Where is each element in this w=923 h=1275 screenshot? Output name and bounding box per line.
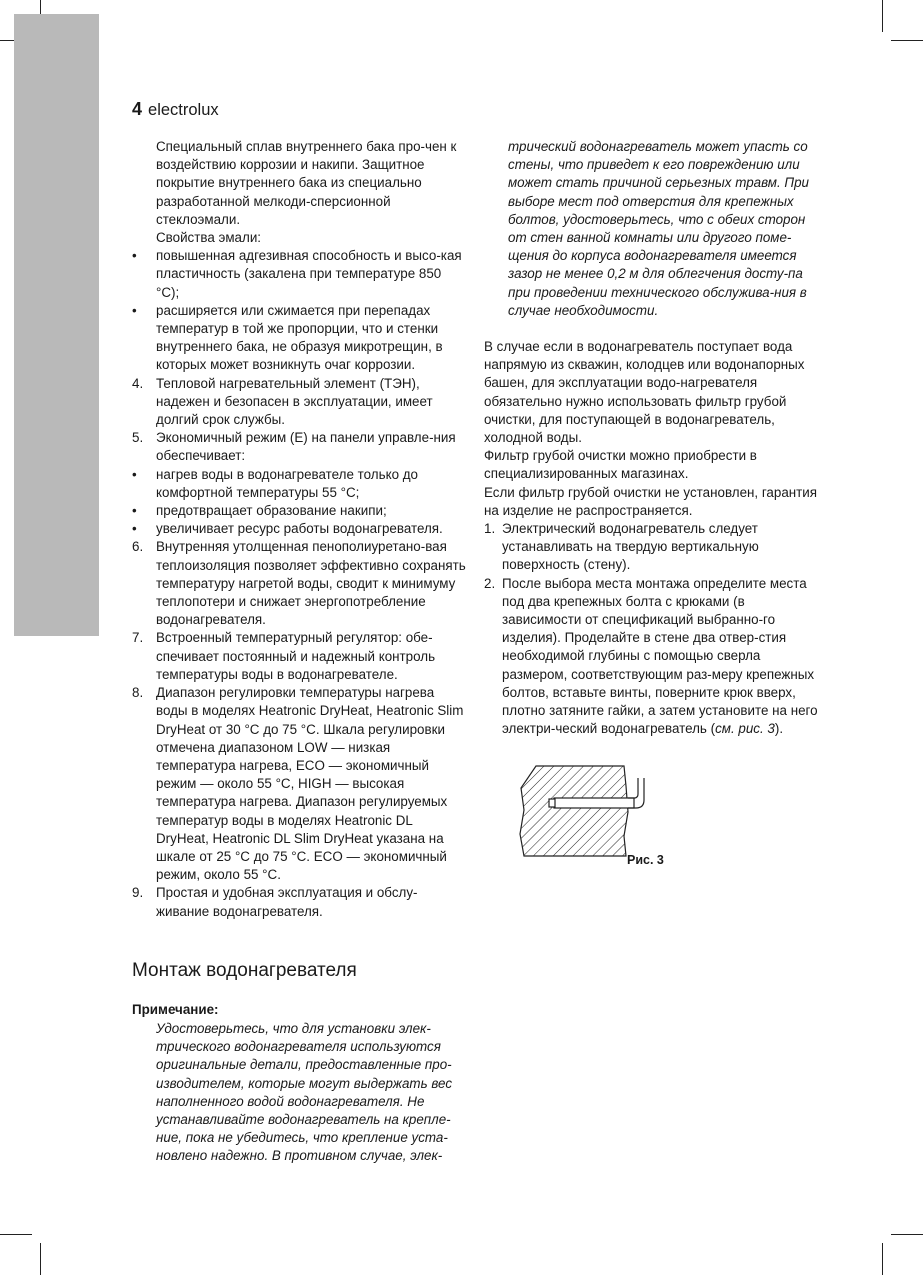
list-item-text: Диапазон регулировки температуры нагрева воды в моделях Heatronic DryHeat, Heatronic Slim DryHeat от 30 °С до 75 °С. Шкала регулировки отмечена диапазоном LOW — низкая температура нагрева, ECO — экономичный режим — около 55 °С, HIGH — высокая температура нагрева. Диапазон регулируемых температур воды в моделях Heatronic DL DryHeat, Heatronic DL Slim DryHeat указана на шкале от 25 °С до 75 °С. ECO — экономичный режим, около 55 °С.: [156, 685, 464, 883]
paragraph: Фильтр грубой очистки можно приобрести в специализированных магазинах.: [484, 448, 757, 482]
step-marker: 2.: [484, 575, 496, 591]
wall-section: [520, 766, 628, 856]
figure-caption: Рис. 3: [627, 853, 664, 867]
list-item-text: повышенная адгезивная способность и высо-кая пластичность (закалена при температуре 850 °С);: [156, 248, 462, 300]
page-number: 4: [132, 99, 143, 119]
list-marker: •: [132, 302, 137, 318]
note-continuation: трический водонагреватель может упасть со стены, что приведет к его повреждению или может стать причиной серьезных травм. При выборе мест под отверстия для крепежных болтов, удостоверьтесь, что с обеих сторон от стен ванной комнаты или другого поме-щения до корпуса водонагревателя имеется зазор не менее 0,2 м для облегчения досту-па при проведении технического обслужива-ния в случае необходимости.: [508, 139, 810, 318]
note-label: Примечание:: [132, 1002, 219, 1017]
left-column: [132, 138, 467, 921]
list-marker: •: [132, 521, 137, 537]
list-item: [132, 375, 467, 430]
crop-mark: [891, 40, 923, 41]
list-item: [132, 629, 467, 684]
list-marker: 9.: [132, 885, 144, 901]
right-column: [484, 138, 824, 739]
list-item-text: расширяется или сжимается при перепадах температур в той же пропорции, что и стенки внутреннего бака, не образуя микротрещин, в которых может возникнуть очаг коррозии.: [156, 302, 443, 373]
list-item: [132, 466, 467, 502]
list-item-text: увеличивает ресурс работы водонагревателя.: [156, 521, 443, 537]
paragraph: Если фильтр грубой очистки не установлен, гарантия на изделие не распространяется.: [484, 484, 818, 518]
list-marker: 6.: [132, 539, 144, 555]
step-text: После выбора места монтажа определите места под два крепежных болта с крюками (в зависимости от спецификаций выбранно-го изделия). Проделайте в стене два отвер-стия необходимой глубины с помощью сверла размером, соответствующим раз-меру крепежных болтов, вставьте винты, поверните крюк вверх, плотно затяните гайки, а затем установите на него электри-ческий водонагреватель (: [502, 575, 818, 737]
list-marker: 5.: [132, 430, 144, 446]
bolt: [554, 798, 634, 808]
list-item: [132, 502, 467, 520]
paragraph: Свойства эмали:: [156, 230, 262, 246]
crop-mark: [0, 1234, 32, 1235]
list-item-text: предотвращает образование накипи;: [156, 503, 387, 519]
list-item: [132, 538, 467, 629]
step-text: Электрический водонагреватель следует устанавливать на твердую вертикальную поверхность (стену).: [502, 521, 759, 573]
list-item: [132, 302, 467, 375]
crop-mark: [882, 0, 883, 32]
crop-mark: [891, 1234, 923, 1235]
list-marker: 7.: [132, 630, 144, 646]
list-item-text: нагрев воды в водонагревателе только до комфортной температуры 55 °С;: [156, 466, 419, 500]
paragraph: В случае если в водонагреватель поступает вода напрямую из скважин, колодцев или водонапорных башен, для эксплуатации водо-нагревателя обязательно нужно использовать фильтр грубой очистки, для поступающей в водонагреватель, холодной воды.: [484, 339, 805, 446]
paragraph: Специальный сплав внутреннего бака про-чен к воздействию коррозии и накипи. Защитное покрытие внутреннего бака из специально разработанной мелкоди-сперсионной стеклоэмали.: [156, 139, 457, 227]
list-item: [132, 884, 467, 920]
crop-mark: [40, 1243, 41, 1275]
mounting-figure: [516, 764, 650, 860]
bolt-head: [549, 799, 555, 807]
crop-mark: [882, 1243, 883, 1275]
step-item: [484, 520, 824, 575]
list-marker: 4.: [132, 375, 144, 391]
step-marker: 1.: [484, 521, 496, 537]
note-text: Удостоверьтесь, что для установки элек-трического водонагревателя используются оригинальные детали, предоставленные про-изводителем, которые могут выдержать вес наполненного водой водонагревателя. Не устанавливайте водонагреватель на крепле-ние, пока не убедитесь, что крепление уста-новлено надежно. В противном случае, элек-: [156, 1021, 453, 1164]
hook-inner: [628, 778, 638, 798]
list-marker: •: [132, 466, 137, 482]
list-item-text: Экономичный режим (E) на панели управле-ния обеспечивает:: [156, 430, 456, 464]
brand-name: electrolux: [148, 101, 219, 119]
list-item: [132, 429, 467, 465]
list-item-text: Простая и удобная эксплуатация и обслу-живание водонагревателя.: [156, 885, 418, 919]
section-title: Монтаж водонагревателя: [132, 960, 357, 981]
step-text-tail: ).: [774, 721, 784, 737]
list-item-text: Внутренняя утолщенная пенополиуретано-вая теплоизоляция позволяет эффективно сохранять температуру нагретой воды, сводит к минимуму теплопотери и снижает энергопотребление водонагревателя.: [156, 539, 466, 628]
list-item: [132, 684, 467, 884]
list-item-text: Встроенный температурный регулятор: обе-спечивает постоянный и надежный контроль температуры воды в водонагревателе.: [156, 630, 436, 682]
list-item: [132, 247, 467, 302]
list-item-text: Тепловой нагревательный элемент (ТЭН), надежен и безопасен в эксплуатации, имеет долгий срок службы.: [156, 375, 433, 428]
list-marker: •: [132, 503, 137, 519]
list-item: [132, 520, 467, 538]
list-marker: 8.: [132, 685, 144, 701]
step-item: [484, 575, 824, 739]
page-header: [132, 99, 219, 120]
spacer: [484, 320, 824, 338]
list-marker: •: [132, 248, 137, 264]
figure-reference: см. рис. 3: [715, 721, 775, 737]
side-tab-band: [14, 14, 99, 636]
